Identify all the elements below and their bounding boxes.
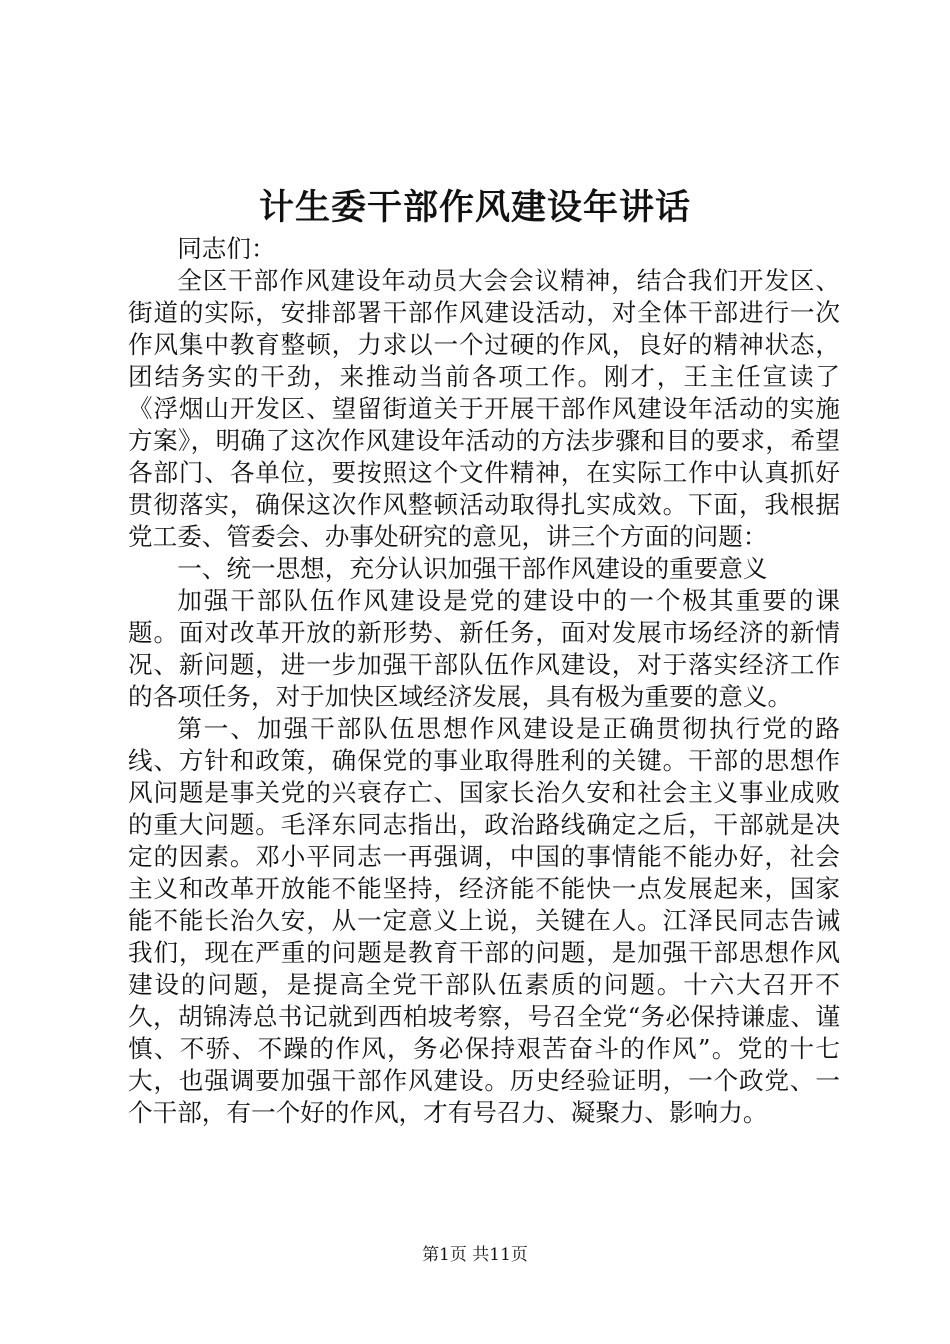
body-paragraph: 加强干部队伍作风建设是党的建设中的一个极其重要的课题。面对改革开放的新形势、新任务，面对发展市场经济的新情况、新问题，进一步加强干部队伍作风建设，对于落实经济工作的各项任务，对于加快区域经济发展，具有极为重要的意义。 [128, 586, 840, 711]
document-title: 计生委干部作风建设年讲话 [258, 187, 691, 228]
intro-paragraph: 全区干部作风建设年动员大会会议精神，结合我们开发区、街道的实际，安排部署干部作风建设活动，对全体干部进行一次作风集中教育整顿，力求以一个过硬的作风，良好的精神状态，团结务实的干劲，来推动当前各项工作。刚才，王主任宣读了《浮烟山开发区、望留街道关于开展干部作风建设年活动的实施方案》，明确了这次作风建设年活动的方法步骤和目的要求，希望各部门、各单位，要按照这个文件精神，在实际工作中认真抓好贯彻落实，确保这次作风整顿活动取得扎实成效。下面，我根据党工委、管委会、办事处研究的意见，讲三个方面的问题： [128, 266, 840, 551]
document-body [128, 233, 840, 1129]
page-number-footer: 第1页 共11页 [422, 1245, 528, 1265]
body-paragraph: 第一、加强干部队伍思想作风建设是正确贯彻执行党的路线、方针和政策，确保党的事业取得胜利的关键。干部的思想作风问题是事关党的兴衰存亡、国家长治久安和社会主义事业成败的重大问题。毛泽东同志指出，政治路线确定之后，干部就是决定的因素。邓小平同志一再强调，中国的事情能不能办好，社会主义和改革开放能不能坚持，经济能不能快一点发展起来，国家能不能长治久安，从一定意义上说，关键在人。江泽民同志告诫我们，现在严重的问题是教育干部的问题，是加强干部思想作风建设的问题，是提高全党干部队伍素质的问题。十六大召开不久，胡锦涛总书记就到西柏坡考察，号召全党“务必保持谦虚、谨慎、不骄、不躁的作风，务必保持艰苦奋斗的作风”。党的十七大，也强调要加强干部作风建设。历史经验证明，一个政党、一个干部，有一个好的作风，才有号召力、凝聚力、影响力。 [128, 714, 840, 1127]
salutation-paragraph: 同志们： [177, 234, 276, 263]
section-heading: 一、统一思想，充分认识加强干部作风建设的重要意义 [177, 554, 768, 583]
